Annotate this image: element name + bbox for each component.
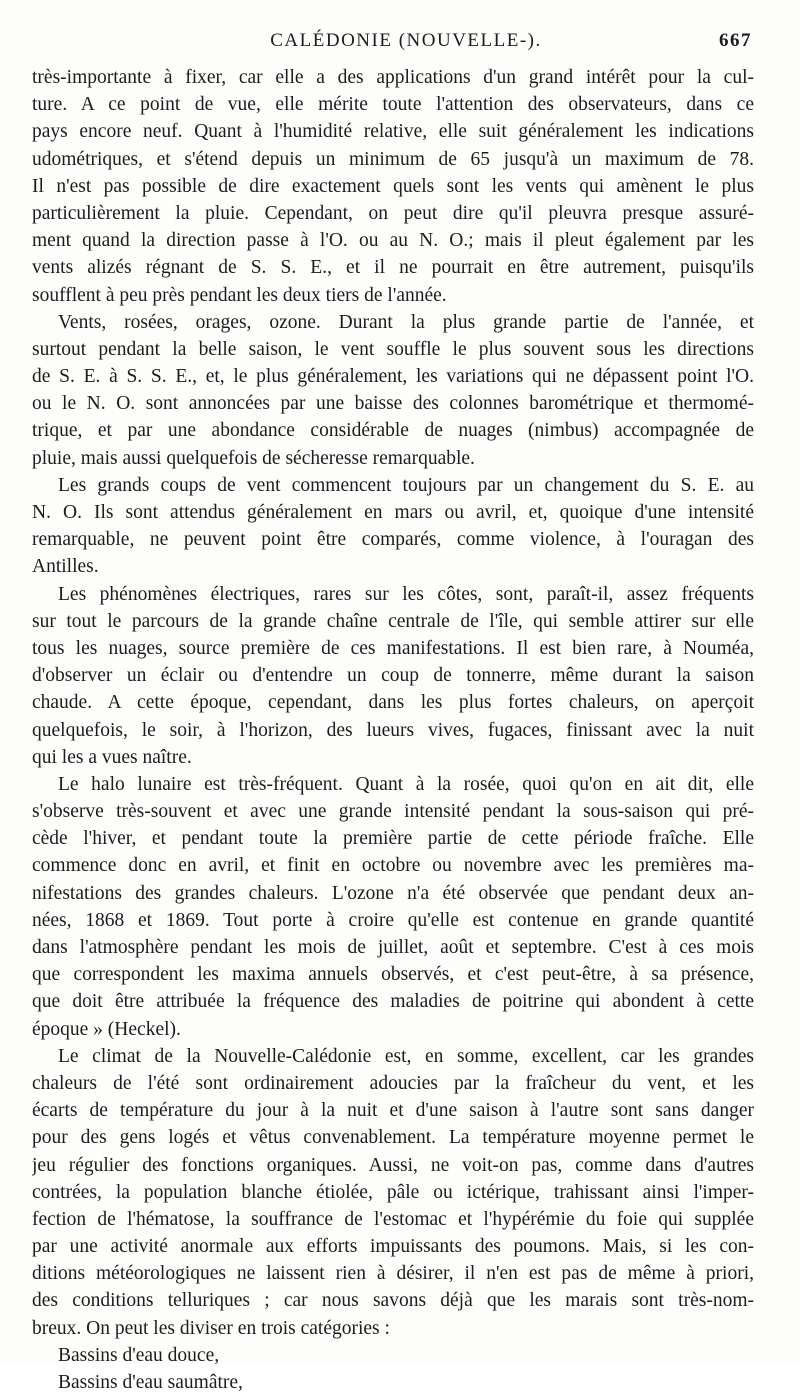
text-line: jeu régulier des fonctions organiques. Aussi, ne voit-on pas, comme dans d'autres	[32, 1154, 754, 1176]
page-header	[60, 30, 752, 60]
text-line: vents alizés régnant de S. S. E., et il ne pourrait en être autrement, puisqu'ils	[32, 257, 754, 279]
text-line: s'observe très-souvent et avec une grande intensité pendant la sous-saison qui pré-	[32, 801, 754, 823]
page-number: 667	[719, 30, 752, 51]
text-line: remarquable, ne peuvent point être comparés, comme violence, à l'ouragan des	[32, 529, 754, 551]
text-line: contrées, la population blanche étiolée, pâle ou ictérique, trahissant ainsi l'imper-	[32, 1181, 754, 1203]
text-line: udométriques, et s'étend depuis un minimum de 65 jusqu'à un maximum de 78.	[32, 148, 754, 170]
text-line: de S. E. à S. S. E., et, le plus généralement, les variations qui ne dépassent point l'O.	[32, 366, 754, 388]
text-line: trique, et par une abondance considérable de nuages (nimbus) accompagnée de	[32, 420, 754, 442]
text-line: par une activité anormale aux efforts impuissants des poumons. Mais, si les con-	[32, 1236, 754, 1258]
body-text	[32, 64, 754, 1396]
text-line: sur tout le parcours de la grande chaîne centrale de l'île, qui semble attirer sur elle	[32, 610, 754, 632]
text-line: Vents, rosées, orages, ozone. Durant la plus grande partie de l'année, et	[58, 311, 754, 333]
running-title: CALÉDONIE (NOUVELLE-).	[270, 30, 542, 51]
text-line: qui les a vues naître.	[32, 746, 192, 768]
text-line: ment quand la direction passe à l'O. ou au N. O.; mais il pleut également par les	[32, 230, 754, 252]
text-line: pays encore neuf. Quant à l'humidité relative, elle suit généralement les indications	[32, 121, 754, 143]
text-line: Antilles.	[32, 556, 99, 578]
text-line: époque » (Heckel).	[32, 1018, 181, 1040]
text-line: particulièrement la pluie. Cependant, on peut dire qu'il pleuvra presque assuré-	[32, 202, 754, 224]
text-line: ou le N. O. sont annoncées par une baisse des colonnes barométrique et thermomé-	[32, 393, 754, 415]
text-line: que correspondent les maxima annuels observés, et c'est peut-être, à sa présence,	[32, 964, 754, 986]
text-line: d'observer un éclair ou d'entendre un coup de tonnerre, même durant la saison	[32, 665, 754, 687]
text-line: quelquefois, le soir, à l'horizon, des lueurs vives, fugaces, finissant avec la nuit	[32, 719, 754, 741]
text-line: ture. A ce point de vue, elle mérite toute l'attention des observateurs, dans ce	[32, 94, 754, 116]
text-line: très-importante à fixer, car elle a des applications d'un grand intérêt pour la cul-	[32, 67, 754, 88]
text-line: Bassins d'eau saumâtre,	[58, 1372, 243, 1393]
text-line: dans l'atmosphère pendant les mois de juillet, août et septembre. C'est à ces mois	[32, 937, 754, 958]
text-line: cède l'hiver, et pendant toute la première partie de cette période fraîche. Elle	[32, 828, 754, 850]
text-line: chaude. A cette époque, cependant, dans les plus fortes chaleurs, on aperçoit	[32, 692, 754, 714]
text-line: des conditions telluriques ; car nous savons déjà que les marais sont très-nom-	[32, 1290, 754, 1312]
text-line: Bassins d'eau douce,	[58, 1344, 220, 1366]
text-line: N. O. Ils sont attendus généralement en mars ou avril, et, quoique d'une intensité	[32, 502, 754, 523]
text-line: surtout pendant la belle saison, le vent souffle le plus souvent sous les directions	[32, 338, 754, 360]
text-line: commence donc en avril, et finit en octobre ou novembre avec les premières ma-	[32, 855, 754, 877]
text-line: écarts de température du jour à la nuit et d'une saison à l'autre sont sans danger	[32, 1100, 754, 1122]
text-line: nifestations des grandes chaleurs. L'ozone n'a été observée que pendant deux an-	[32, 882, 754, 904]
text-line: pour des gens logés et vêtus convenablement. La température moyenne permet le	[32, 1127, 754, 1149]
text-line: pluie, mais aussi quelquefois de sécheresse remarquable.	[32, 447, 475, 469]
text-line: nées, 1868 et 1869. Tout porte à croire qu'elle est contenue en grande quantité	[32, 909, 754, 931]
text-line: Les phénomènes électriques, rares sur les côtes, sont, paraît-il, assez fréquents	[58, 583, 754, 605]
text-line: Le climat de la Nouvelle-Calédonie est, en somme, excellent, car les grandes	[58, 1045, 754, 1067]
text-line: fection de l'hématose, la souffrance de l'estomac et l'hypérémie du foie qui supplée	[32, 1208, 754, 1230]
text-line: breux. On peut les diviser en trois catégories :	[32, 1317, 390, 1339]
text-line: ditions météorologiques ne laissent rien à désirer, il n'en est pas de même à priori,	[32, 1263, 754, 1285]
text-line: Il n'est pas possible de dire exactement quels sont les vents qui amènent le plus	[32, 175, 754, 197]
text-line: Les grands coups de vent commencent toujours par un changement du S. E. au	[58, 474, 754, 496]
text-line: chaleurs de l'été sont ordinairement adoucies par la fraîcheur du vent, et les	[32, 1072, 754, 1094]
text-line: soufflent à peu près pendant les deux tiers de l'année.	[32, 284, 447, 306]
text-line: Le halo lunaire est très-fréquent. Quant à la rosée, quoi qu'on en ait dit, elle	[58, 773, 754, 795]
text-line: tous les nuages, source première de ces manifestations. Il est bien rare, à Nouméa,	[32, 637, 754, 659]
text-line: que doit être attribuée la fréquence des maladies de poitrine qui abondent à cette	[32, 991, 754, 1013]
